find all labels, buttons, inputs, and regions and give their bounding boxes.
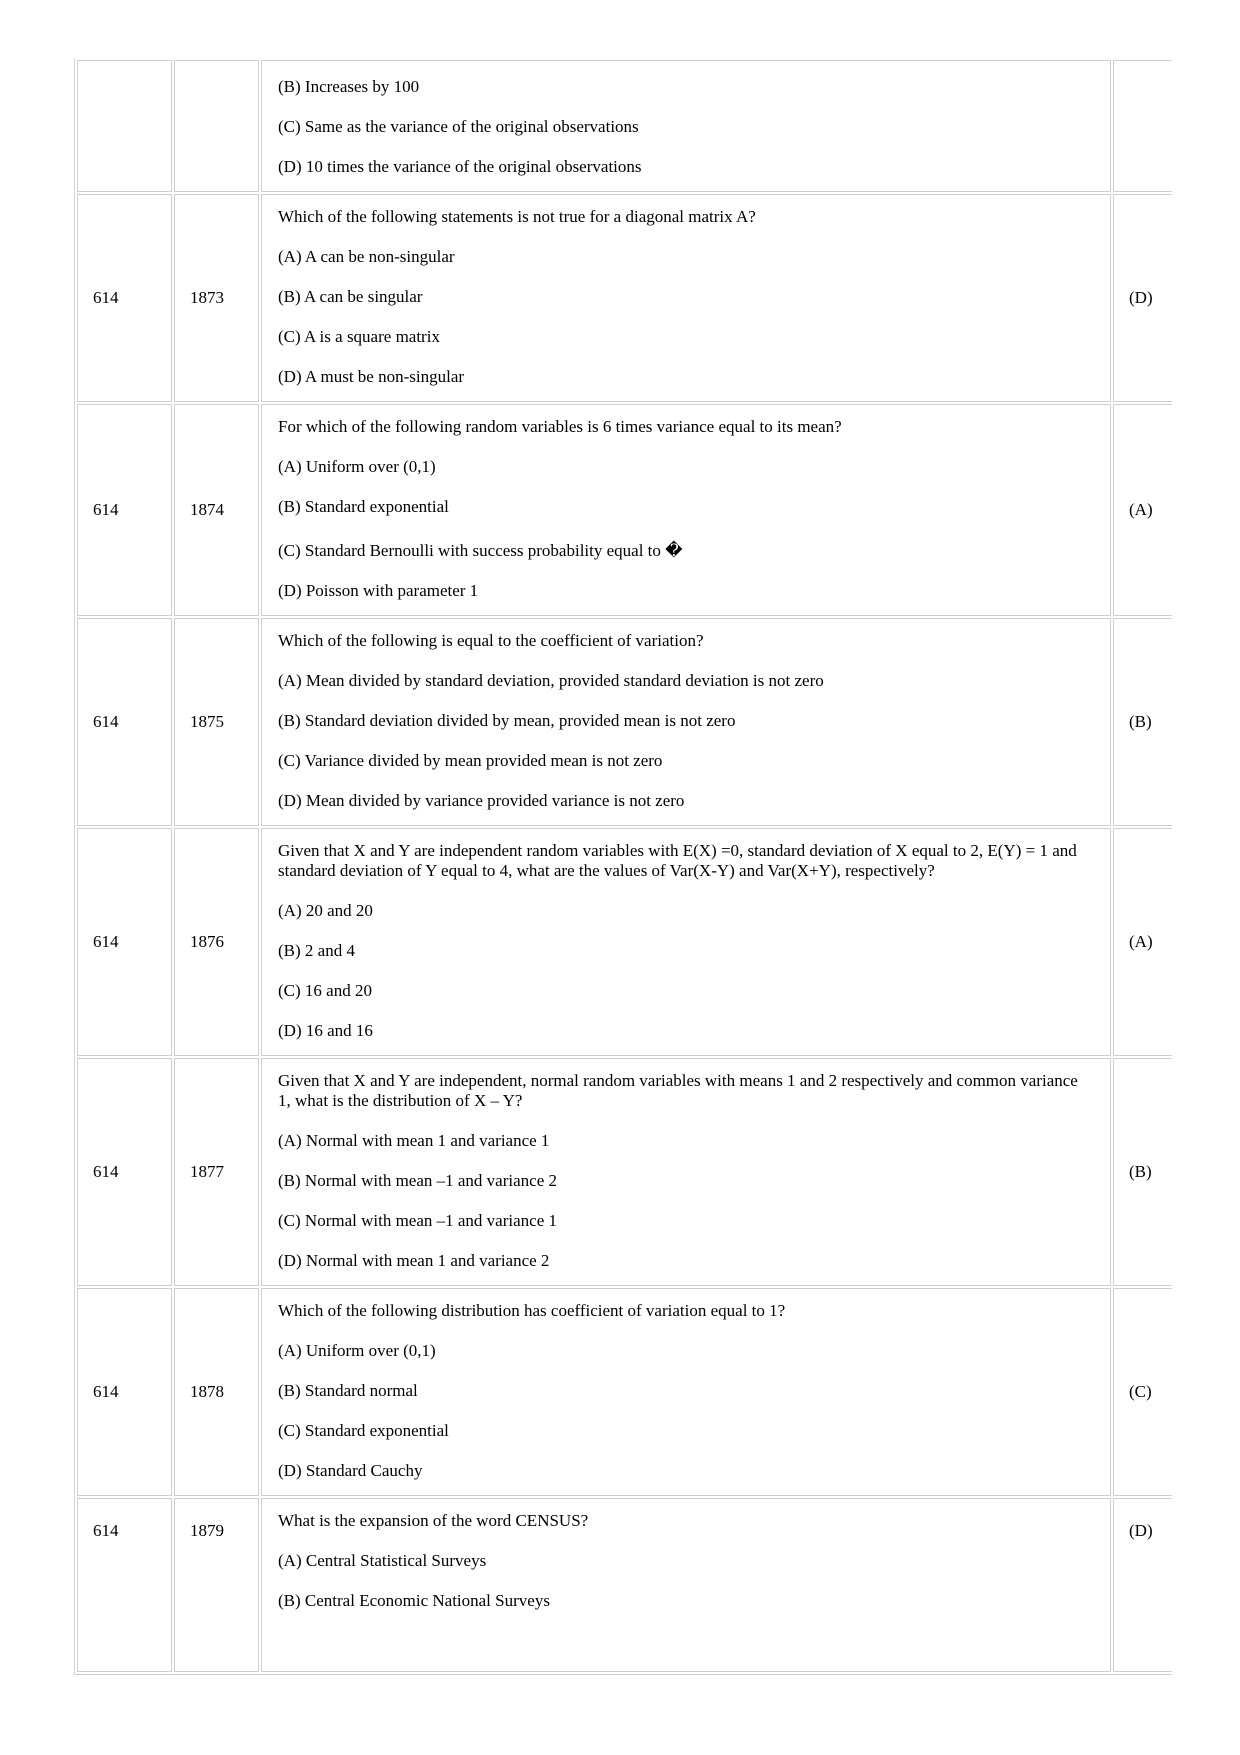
question-text: For which of the following random variables is 6 times variance equal to its mean?: [278, 417, 842, 436]
option-text: (C) A is a square matrix: [278, 327, 440, 346]
cell-answer: (A): [1113, 828, 1172, 1056]
cell-question: [261, 1498, 1111, 1672]
table-row: [77, 828, 1172, 1056]
cell-question: [261, 60, 1111, 192]
cell-number: 1873: [174, 194, 259, 402]
option-text: (B) 2 and 4: [278, 941, 355, 960]
option-text: (A) Central Statistical Surveys: [278, 1551, 487, 1570]
option-text: (D) 16 and 16: [278, 1021, 373, 1040]
question-text: Which of the following distribution has coefficient of variation equal to 1?: [278, 1301, 786, 1320]
option-text: (A) Uniform over (0,1): [278, 457, 436, 476]
cell-answer: [1113, 60, 1172, 192]
option-text: (A) A can be non-singular: [278, 247, 455, 266]
cell-id: 614: [77, 828, 172, 1056]
question-text: Given that X and Y are independent random variables with E(X) =0, standard deviation of X equal to 2, E(Y) = 1 and standard deviation of Y equal to 4, what are the values of Var(X-Y) and Var(X+Y), respectively?: [278, 841, 1077, 880]
option-text: (B) Increases by 100: [278, 77, 420, 96]
table-row: [77, 194, 1172, 402]
option-text: (C) 16 and 20: [278, 981, 372, 1000]
table-row: [77, 1498, 1172, 1672]
option-text: (A) Uniform over (0,1): [278, 1341, 436, 1360]
option-text: (B) Standard normal: [278, 1381, 418, 1400]
table-row: [77, 1058, 1172, 1286]
cell-answer: (C): [1113, 1288, 1172, 1496]
cell-question: [261, 1058, 1111, 1286]
option-text: (B) Central Economic National Surveys: [278, 1591, 550, 1610]
cell-number: 1874: [174, 404, 259, 616]
cell-question: [261, 1288, 1111, 1496]
table-row: [77, 404, 1172, 616]
cell-number: 1875: [174, 618, 259, 826]
option-text: (C) Same as the variance of the original observations: [278, 117, 639, 136]
table-row: [77, 1288, 1172, 1496]
cell-answer: (B): [1113, 618, 1172, 826]
option-text: (A) 20 and 20: [278, 901, 373, 920]
cell-number: 1879: [174, 1498, 259, 1672]
cell-id: 614: [77, 1498, 172, 1672]
cell-id: 614: [77, 1058, 172, 1286]
cell-question: [261, 828, 1111, 1056]
cell-id: 614: [77, 404, 172, 616]
cell-number: 1878: [174, 1288, 259, 1496]
option-text: (C) Normal with mean –1 and variance 1: [278, 1211, 557, 1230]
cell-answer: (D): [1113, 1498, 1172, 1672]
option-text: (D) Poisson with parameter 1: [278, 581, 479, 600]
option-text: (B) Normal with mean –1 and variance 2: [278, 1171, 557, 1190]
cell-question: [261, 404, 1111, 616]
cell-id: 614: [77, 618, 172, 826]
option-text: (D) 10 times the variance of the original observations: [278, 157, 642, 176]
cell-answer: (A): [1113, 404, 1172, 616]
option-text: (A) Mean divided by standard deviation, provided standard deviation is not zero: [278, 671, 824, 690]
table-row-continuation: [77, 60, 1172, 192]
option-text: (D) Standard Cauchy: [278, 1461, 423, 1480]
option-text: (B) A can be singular: [278, 287, 423, 306]
option-text: (B) Standard deviation divided by mean, provided mean is not zero: [278, 711, 736, 730]
cell-number: 1877: [174, 1058, 259, 1286]
cell-number: 1876: [174, 828, 259, 1056]
question-text: Given that X and Y are independent, normal random variables with means 1 and 2 respectively and common variance 1, what is the distribution of X – Y?: [278, 1071, 1078, 1110]
option-text: (A) Normal with mean 1 and variance 1: [278, 1131, 550, 1150]
option-text: (D) Normal with mean 1 and variance 2: [278, 1251, 550, 1270]
cell-answer: (B): [1113, 1058, 1172, 1286]
question-text: What is the expansion of the word CENSUS?: [278, 1511, 589, 1530]
cell-number: [174, 60, 259, 192]
option-text: (B) Standard exponential: [278, 497, 449, 516]
option-text: (D) A must be non-singular: [278, 367, 465, 386]
cell-answer: (D): [1113, 194, 1172, 402]
cell-id: 614: [77, 194, 172, 402]
option-text: (C) Standard Bernoulli with success probability equal to �: [278, 541, 683, 560]
option-text: (D) Mean divided by variance provided variance is not zero: [278, 791, 685, 810]
question-text: Which of the following statements is not true for a diagonal matrix A?: [278, 207, 756, 226]
cell-id: [77, 60, 172, 192]
table-row: [77, 618, 1172, 826]
question-text: Which of the following is equal to the coefficient of variation?: [278, 631, 704, 650]
option-text: (C) Standard exponential: [278, 1421, 449, 1440]
question-table: [74, 58, 1172, 1675]
cell-question: [261, 618, 1111, 826]
option-text: (C) Variance divided by mean provided mean is not zero: [278, 751, 663, 770]
cell-id: 614: [77, 1288, 172, 1496]
question-sheet: [74, 58, 1172, 1755]
cell-question: [261, 194, 1111, 402]
